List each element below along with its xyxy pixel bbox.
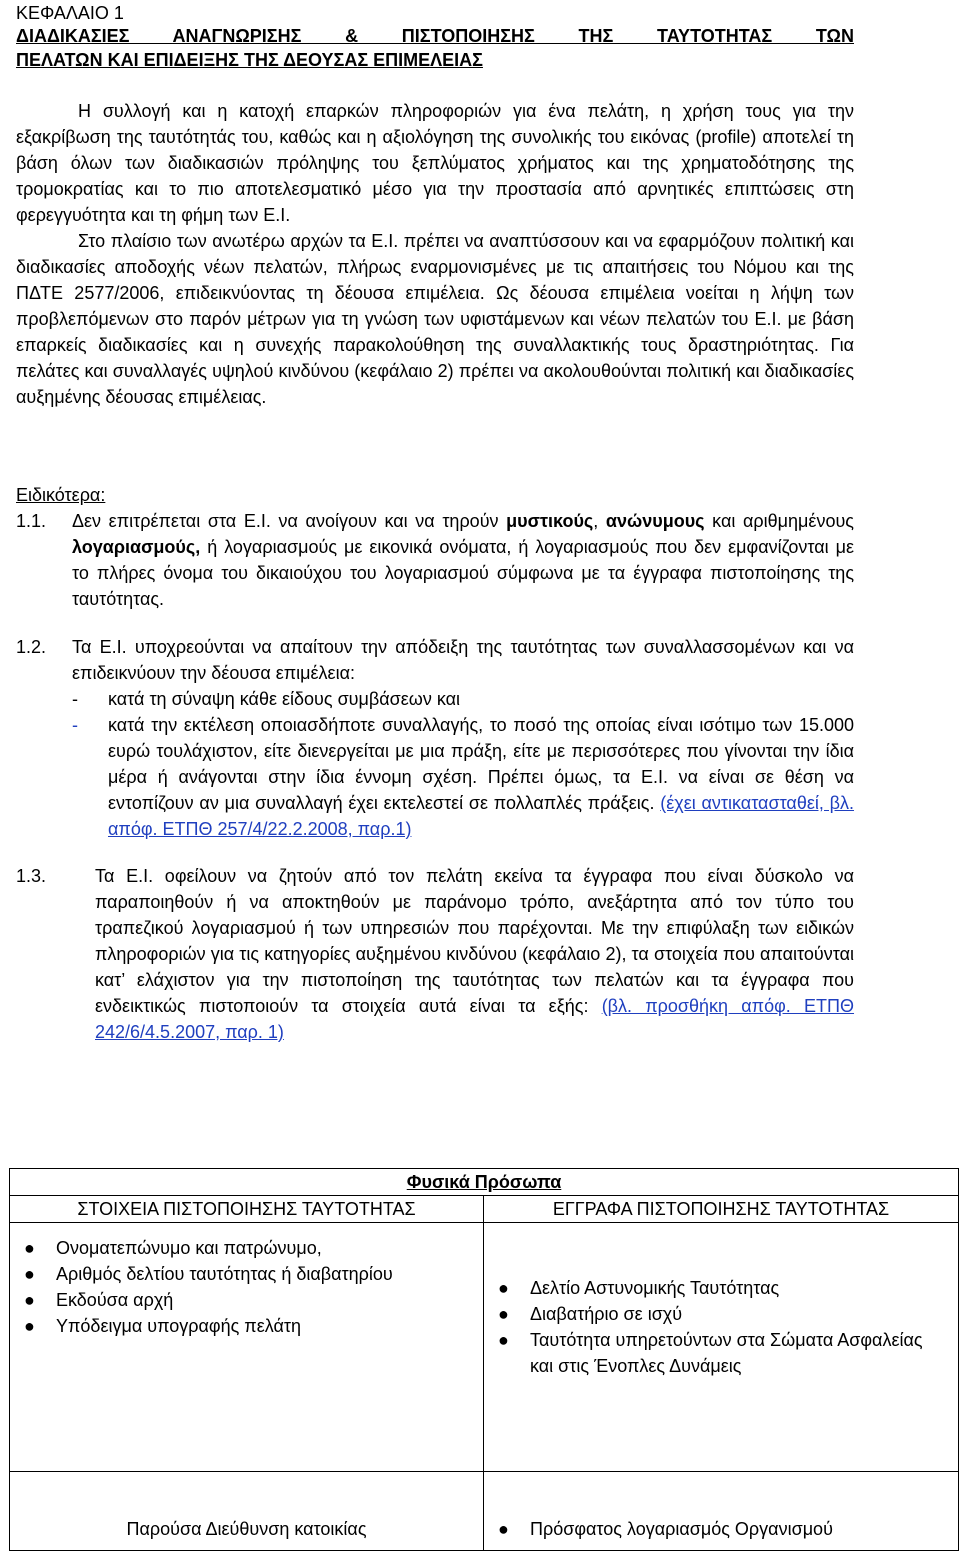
specifics-label: Ειδικότερα: — [16, 485, 106, 505]
list-item — [18, 1261, 475, 1287]
list-item — [72, 686, 854, 712]
intro-paragraph-1: Η συλλογή και η κατοχή επαρκών πληροφοριών για ένα πελάτη, η χρήση τους για την εξακρίβωση της ταυτότητάς του, καθώς και η αξιολόγηση της συνολικής του εικόνας (profile) αποτελεί τη βάση όλων των διαδικασιών πρόληψης του ξεπλύματος χρήματος και της χρηματοδότησης της τρομοκρατίας και το πιο αποτελεσματικό μέσο για την προστασία από αρνητικές επιπτώσεις στη φερεγγυότητα και τη φήμη των Ε.Ι. — [16, 101, 854, 225]
item-1-1 — [16, 508, 854, 612]
list-item — [492, 1516, 950, 1542]
bold-term: ανώνυμους — [605, 511, 705, 531]
column-header-data: ΣΤΟΙΧΕΙΑ ΠΙΣΤΟΠΟΙΗΣΗΣ ΤΑΥΤΟΤΗΤΑΣ — [10, 1196, 484, 1223]
bullet-icon: ● — [498, 1519, 509, 1539]
intro-paragraph-2: Στο πλαίσιο των ανωτέρω αρχών τα Ε.Ι. πρέπει να αναπτύσσουν και να εφαρμόζουν πολιτική και διαδικασίες αποδοχής νέων πελατών, πλήρως εναρμονισμένες με τις απαιτήσεις του Νόμου και της ΠΔΤΕ 2577/2006, επιδεικνύοντας τη δέουσα επιμέλεια. Ως δέουσα επιμέλεια νοείται η λήψη των προβλεπόμενων στο παρόν μέτρων για τη γνώση των υφιστάμενων και νέων πελατών του Ε.Ι. με βάση επαρκείς διαδικασίες και η συνεχής παρακολούθηση της συναλλακτικής τους δραστηριότητας. Για πελάτες και συναλλαγές υψηλού κινδύνου (κεφάλαιο 2) πρέπει να ακολουθούνται πολιτική και διαδικασίες αυξημένης δέουσας επιμέλειας. — [16, 231, 854, 407]
identity-documents-list — [492, 1275, 950, 1379]
list-item — [492, 1301, 950, 1327]
list-item — [18, 1313, 475, 1339]
list-item-text: Διαβατήριο σε ισχύ — [530, 1304, 683, 1324]
column-header-documents: ΕΓΓΡΑΦΑ ΠΙΣΤΟΠΟΙΗΣΗΣ ΤΑΥΤΟΤΗΤΑΣ — [484, 1196, 959, 1223]
chapter-heading-line2: ΠΕΛΑΤΩΝ ΚΑΙ ΕΠΙΔΕΙΞΗΣ ΤΗΣ ΔΕΟΥΣΑΣ ΕΠΙΜΕΛΕΙΑΣ — [16, 50, 483, 70]
list-item-text: Υπόδειγμα υπογραφής πελάτη — [56, 1316, 301, 1336]
list-item-text: Δελτίο Αστυνομικής Ταυτότητας — [530, 1278, 780, 1298]
list-item-text: Πρόσφατος λογαριασμός Οργανισμού — [530, 1519, 833, 1539]
chapter-heading-line1: ΔΙΑΔΙΚΑΣΙΕΣ ΑΝΑΓΝΩΡΙΣΗΣ & ΠΙΣΤΟΠΟΙΗΣΗΣ ΤΗΣ ΤΑΥΤΟΤΗΤΑΣ ΤΩΝ — [16, 26, 854, 46]
list-item-text: Εκδούσα αρχή — [56, 1290, 174, 1310]
address-documents-list — [492, 1516, 950, 1542]
address-documents-cell — [484, 1472, 959, 1551]
item-1-3 — [16, 863, 854, 1045]
list-item — [492, 1275, 950, 1301]
bullet-icon: ● — [498, 1278, 509, 1298]
item-text — [72, 508, 854, 612]
dash-list — [72, 686, 854, 842]
bullet-icon: ● — [24, 1238, 35, 1258]
identity-documents-cell — [484, 1223, 959, 1472]
addition-link[interactable]: (βλ. προσθήκη απόφ. ΕΤΠΘ 242/6/4.5.2007, παρ. 1) — [95, 996, 855, 1042]
list-item — [492, 1327, 950, 1379]
list-item-text: Αριθμός δελτίου ταυτότητας ή διαβατηρίου — [56, 1264, 393, 1284]
bullet-icon: ● — [24, 1316, 35, 1336]
list-item-text: Ονοματεπώνυμο και πατρώνυμο, — [56, 1238, 322, 1258]
text-run: Τα Ε.Ι. οφείλουν να ζητούν από τον πελάτη εκείνα τα έγγραφα που είναι δύσκολο να παραποιηθούν ή να αποκτηθούν με παράνομο τρόπο, ανεξάρτητα από τον τύπο του τραπεζικού λογαριασμού ή των υπηρεσιών που παρέχονται. Με την επιφύλαξη των ειδικών πληροφοριών για τις κατηγορίες αυξημένου κινδύνου (κεφάλαιο 2), τα στοιχεία που απαιτούνται κατ’ ελάχιστον για την πιστοποίηση της ταυτότητας των πελατών και τα έγγραφα που ενδεικτικώς πιστοποιούν τα στοιχεία αυτά είναι τα εξής: — [95, 866, 854, 1016]
text-run: Δεν επιτρέπεται στα Ε.Ι. να ανοίγουν και να τηρούν — [72, 511, 507, 531]
text-run: και αριθμημένους — [704, 511, 854, 531]
dash-marker: - — [72, 689, 78, 709]
bullet-icon: ● — [24, 1290, 35, 1310]
item-number: 1.2. — [16, 637, 47, 657]
address-data-cell: Παρούσα Διεύθυνση κατοικίας — [10, 1472, 484, 1551]
item-number: 1.3. — [16, 866, 47, 886]
bold-term: λογαριασμούς, — [72, 537, 201, 557]
text-run: , — [593, 511, 606, 531]
list-item — [72, 712, 854, 842]
item-body — [72, 634, 854, 842]
bullet-icon: ● — [498, 1330, 509, 1350]
list-item — [18, 1235, 475, 1261]
item-1-2 — [16, 634, 854, 842]
bullet-icon: ● — [24, 1264, 35, 1284]
text-run: ή λογαριασμούς με εικονικά ονόματα, ή λογαριασμούς που δεν εμφανίζονται με το πλήρες όνομα του δικαιούχου του λογαριασμού σύμφωνα με τα έγγραφα πιστοποίησης της ταυτότητας. — [72, 537, 854, 609]
dash-marker: - — [72, 715, 78, 735]
table-title: Φυσικά Πρόσωπα — [10, 1169, 959, 1196]
amendment-link[interactable]: (έχει αντικατασταθεί, βλ. απόφ. ΕΤΠΘ 257/4/22.2.2008, παρ.1) — [108, 793, 854, 839]
item-text: Τα Ε.Ι. υποχρεούνται να απαίτουν την απόδειξη της ταυτότητας των συναλλασσομένων και να επιδεικνύουν την δέουσα επιμέλεια: — [72, 637, 854, 683]
list-item — [18, 1287, 475, 1313]
item-text — [95, 863, 854, 1045]
identity-data-list — [18, 1235, 475, 1339]
chapter-label: ΚΕΦΑΛΑΙΟ 1 — [16, 3, 124, 23]
list-item-text: κατά τη σύναψη κάθε είδους συμβάσεων και — [108, 689, 461, 709]
item-number: 1.1. — [16, 511, 47, 531]
list-item-text: κατά την εκτέλεση οποιασδήποτε συναλλαγής, το ποσό της οποίας είναι ισότιμο των 15.000 ευρώ τουλάχιστον, είτε διενεργείται με μια πράξη, είτε με περισσότερες που γίνονται την ίδια μέρα ή ανάγονται στην ίδια έννομη σχέση. Πρέπει όμως, τα Ε.Ι. να είναι σε θέση να εντοπίζουν αν μια συναλλαγή έχει εκτελεστεί σε πολλαπλές πράξεις. — [108, 715, 854, 813]
bold-term: μυστικούς — [506, 511, 594, 531]
natural-persons-table — [9, 1168, 959, 1551]
intro-section — [16, 98, 854, 410]
identity-data-cell — [10, 1223, 484, 1472]
bullet-icon: ● — [498, 1304, 509, 1324]
list-item-text: Ταυτότητα υπηρετούντων στα Σώματα Ασφαλείας και στις Ένοπλες Δυνάμεις — [530, 1330, 923, 1376]
